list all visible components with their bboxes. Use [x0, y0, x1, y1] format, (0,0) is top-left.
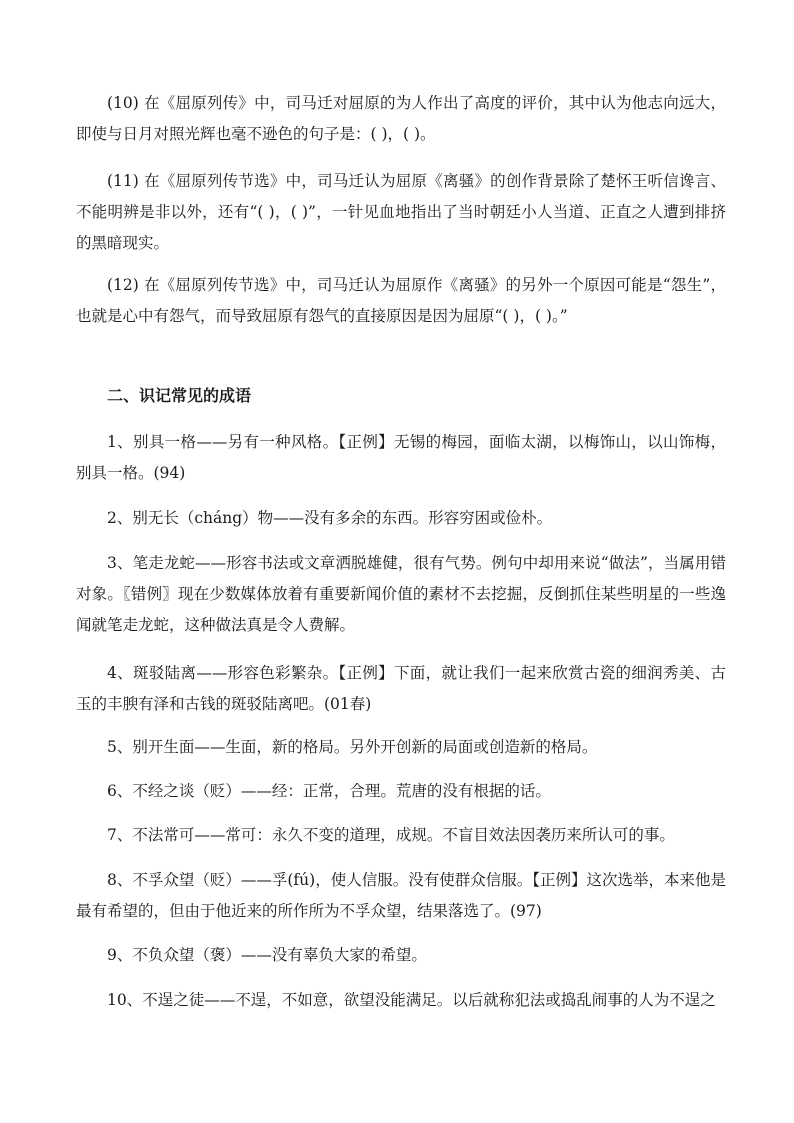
question-11: (11) 在《屈原列传节选》中，司马迁认为屈原《离骚》的创作背景除了楚怀王听信谗言、不能明辨是非以外，还有“( )，( )”，一针见血地指出了当时朝廷小人当道、正直之人遭到排挤的黑暗现实。: [76, 172, 726, 252]
idiom-item: 2、别无长（cháng）物——没有多余的东西。形容穷困或俭朴。: [107, 509, 553, 527]
question-12: (12) 在《屈原列传节选》中，司马迁认为屈原作《离骚》的另外一个原因可能是“怨生”，也就是心中有怨气，而导致屈原有怨气的直接原因是因为屈原“( )，( )。”: [76, 276, 726, 325]
idiom-item: 1、别具一格——另有一种风格。【正例】无锡的梅园，面临太湖，以梅饰山，以山饰梅，别具一格。(94): [76, 433, 726, 482]
idiom-item: 3、笔走龙蛇——形容书法或文章洒脱雄健，很有气势。例句中却用来说“做法”，当属用错对象。〖错例〗现在少数媒体放着有重要新闻价值的素材不去挖掘，反倒抓住某些明星的一些逸闻就笔走龙蛇，这种做法真是令人费解。: [76, 554, 726, 634]
idiom-item: 10、不逞之徒——不逞，不如意，欲望没能满足。以后就称犯法或捣乱闹事的人为不逞之: [107, 991, 716, 1009]
idiom-item: 7、不法常可——常可：永久不变的道理，成规。不盲目效法因袭历来所认可的事。: [107, 826, 675, 844]
idiom-item: 4、斑驳陆离——形容色彩繁杂。【正例】下面，就让我们一起来欣赏古瓷的细润秀美、古玉的丰腴有泽和古钱的斑驳陆离吧。(01春): [76, 664, 726, 713]
section-heading-idioms: 二、识记常见的成语: [107, 386, 252, 405]
idiom-item: 5、别开生面——生面，新的格局。另外开创新的局面或创造新的格局。: [107, 738, 598, 756]
idiom-item: 6、不经之谈（贬）——经：正常，合理。荒唐的没有根据的话。: [107, 782, 551, 800]
question-10: (10) 在《屈原列传》中，司马迁对屈原的为人作出了高度的评价，其中认为他志向远大，即使与日月对照光辉也毫不逊色的句子是：( )，( )。: [76, 94, 726, 143]
idiom-item: 8、不孚众望（贬）——孚(fú)，使人信服。没有使群众信服。【正例】这次选举，本来他是最有希望的，但由于他近来的所作所为不孚众望，结果落选了。(97): [76, 871, 726, 920]
idiom-item: 9、不负众望（褒）——没有辜负大家的希望。: [107, 946, 427, 964]
